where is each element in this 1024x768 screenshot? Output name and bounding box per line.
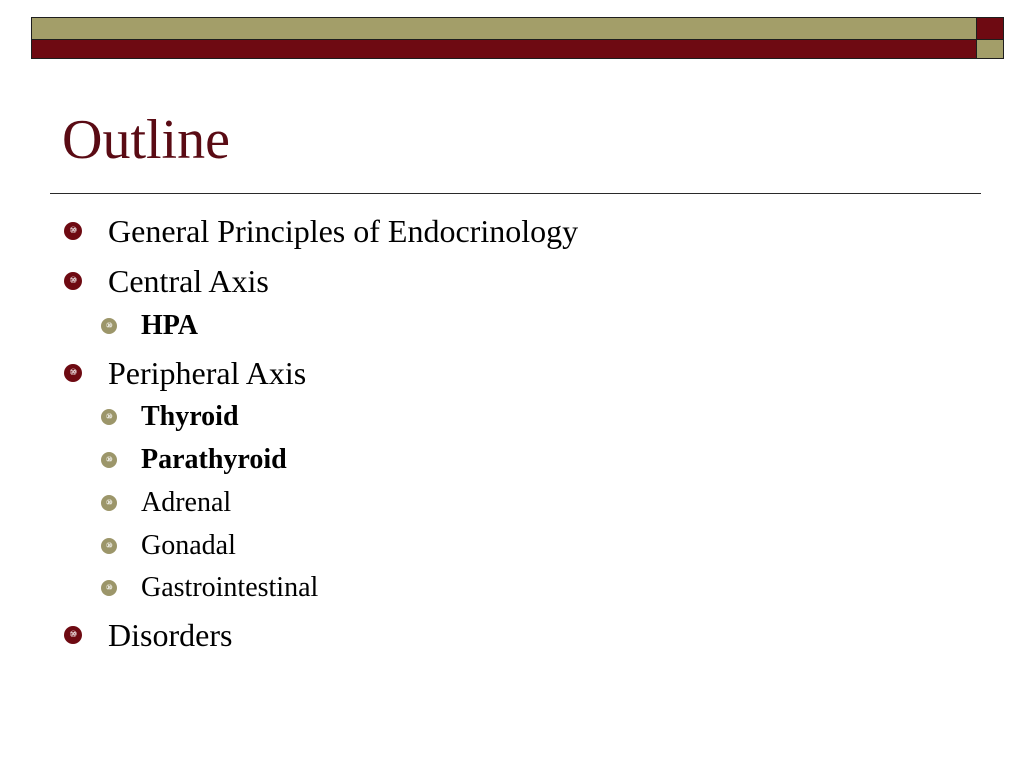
bullet-icon: ⑩ (64, 626, 82, 644)
slide-title: Outline (62, 109, 230, 171)
outline-item-label: Central Axis (108, 263, 269, 299)
bullet-icon: ⑩ (101, 538, 117, 554)
bullet-icon: ⑩ (101, 452, 117, 468)
outline-item-general-principles (69, 212, 579, 250)
outline-subitem-thyroid (105, 400, 239, 434)
outline-item-label: Thyroid (141, 401, 239, 432)
outline-item-label: General Principles of Endocrinology (108, 213, 579, 249)
header-band-olive (31, 17, 977, 40)
title-divider (50, 193, 981, 194)
bullet-icon: ⑩ (101, 409, 117, 425)
bullet-icon: ⑩ (101, 580, 117, 596)
bullet-icon: ⑩ (64, 272, 82, 290)
outline-item-label: Disorders (108, 617, 233, 653)
bullet-icon: ⑩ (64, 364, 82, 382)
outline-subitem-parathyroid (105, 443, 287, 477)
bullet-icon: ⑩ (101, 318, 117, 334)
outline-item-label: Adrenal (141, 487, 232, 518)
header-corner-olive (977, 40, 1004, 59)
outline-subitem-gastrointestinal (105, 571, 319, 605)
outline-item-central-axis (69, 262, 269, 300)
outline-item-label: Parathyroid (141, 444, 287, 475)
outline-item-label: Gonadal (141, 530, 236, 561)
bullet-icon: ⑩ (101, 495, 117, 511)
outline-subitem-gonadal (105, 529, 236, 563)
outline-item-peripheral-axis (69, 354, 307, 392)
outline-item-label: Gastrointestinal (141, 572, 319, 603)
outline-item-label: Peripheral Axis (108, 355, 307, 391)
header-band-maroon (31, 40, 977, 59)
outline-item-disorders (69, 616, 233, 654)
header-corner-maroon (977, 17, 1004, 40)
bullet-icon: ⑩ (64, 222, 82, 240)
outline-item-label: HPA (141, 310, 199, 341)
outline-subitem-adrenal (105, 486, 232, 520)
outline-subitem-hpa (105, 309, 199, 343)
